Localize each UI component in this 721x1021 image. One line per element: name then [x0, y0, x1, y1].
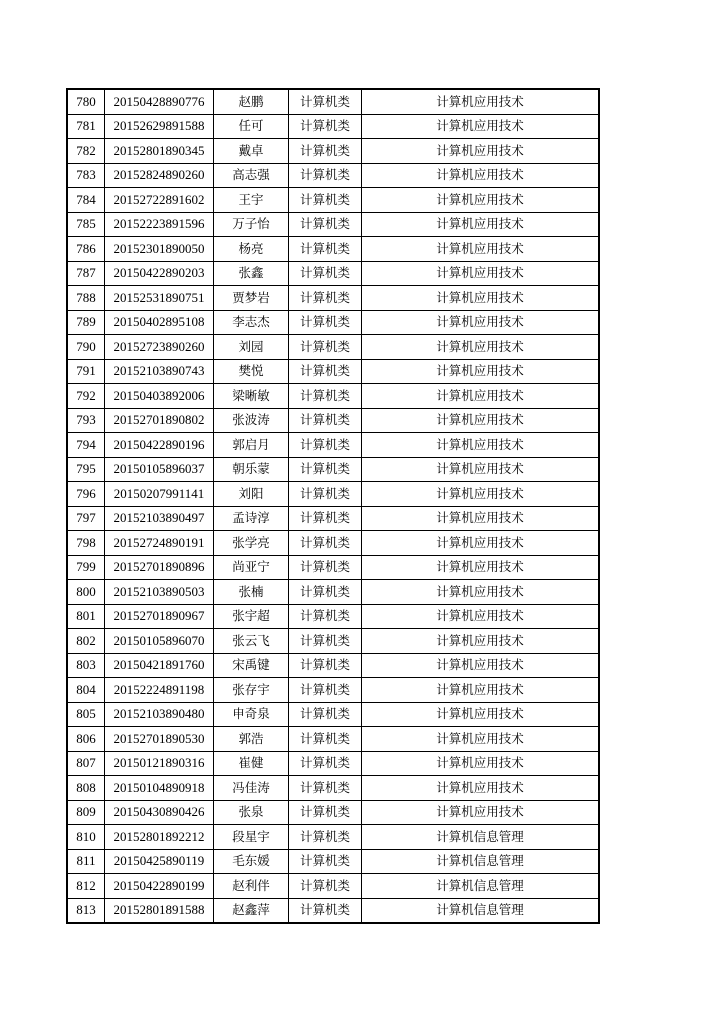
major-cell: 计算机应用技术 — [362, 335, 600, 360]
row-number-cell: 784 — [67, 188, 105, 213]
table-row — [67, 335, 599, 360]
category-cell: 计算机类 — [289, 580, 362, 605]
category-cell: 计算机类 — [289, 163, 362, 188]
table-row — [67, 114, 599, 139]
table-row — [67, 776, 599, 801]
table-row — [67, 188, 599, 213]
category-cell: 计算机类 — [289, 898, 362, 923]
category-cell: 计算机类 — [289, 751, 362, 776]
major-cell: 计算机信息管理 — [362, 825, 600, 850]
row-number-cell: 788 — [67, 286, 105, 311]
major-cell: 计算机应用技术 — [362, 727, 600, 752]
student-name-cell: 张存宇 — [214, 678, 289, 703]
row-number-cell: 794 — [67, 433, 105, 458]
category-cell: 计算机类 — [289, 408, 362, 433]
row-number-cell: 800 — [67, 580, 105, 605]
student-name-cell: 赵鹏 — [214, 89, 289, 114]
student-id-cell: 20152723890260 — [105, 335, 214, 360]
major-cell: 计算机应用技术 — [362, 433, 600, 458]
row-number-cell: 807 — [67, 751, 105, 776]
student-name-cell: 段星宇 — [214, 825, 289, 850]
student-name-cell: 郭浩 — [214, 727, 289, 752]
row-number-cell: 809 — [67, 800, 105, 825]
category-cell: 计算机类 — [289, 114, 362, 139]
major-cell: 计算机应用技术 — [362, 531, 600, 556]
row-number-cell: 801 — [67, 604, 105, 629]
table-row — [67, 825, 599, 850]
category-cell: 计算机类 — [289, 89, 362, 114]
row-number-cell: 806 — [67, 727, 105, 752]
row-number-cell: 798 — [67, 531, 105, 556]
table-row — [67, 310, 599, 335]
table-row — [67, 139, 599, 164]
row-number-cell: 781 — [67, 114, 105, 139]
category-cell: 计算机类 — [289, 482, 362, 507]
major-cell: 计算机信息管理 — [362, 874, 600, 899]
student-name-cell: 尚亚宁 — [214, 555, 289, 580]
category-cell: 计算机类 — [289, 261, 362, 286]
student-id-cell: 20152103890480 — [105, 702, 214, 727]
row-number-cell: 810 — [67, 825, 105, 850]
student-name-cell: 孟诗淳 — [214, 506, 289, 531]
student-id-cell: 20152531890751 — [105, 286, 214, 311]
table-row — [67, 702, 599, 727]
row-number-cell: 799 — [67, 555, 105, 580]
student-id-cell: 20152801891588 — [105, 898, 214, 923]
table-row — [67, 727, 599, 752]
table-row — [67, 849, 599, 874]
student-id-cell: 20150425890119 — [105, 849, 214, 874]
row-number-cell: 796 — [67, 482, 105, 507]
major-cell: 计算机应用技术 — [362, 776, 600, 801]
student-id-cell: 20150402895108 — [105, 310, 214, 335]
table-row — [67, 506, 599, 531]
category-cell: 计算机类 — [289, 800, 362, 825]
student-name-cell: 刘园 — [214, 335, 289, 360]
table-row — [67, 898, 599, 923]
row-number-cell: 787 — [67, 261, 105, 286]
student-name-cell: 冯佳涛 — [214, 776, 289, 801]
table-row — [67, 359, 599, 384]
major-cell: 计算机应用技术 — [362, 800, 600, 825]
student-id-cell: 20150105896070 — [105, 629, 214, 654]
table-row — [67, 678, 599, 703]
student-id-cell: 20152224891198 — [105, 678, 214, 703]
student-name-cell: 张楠 — [214, 580, 289, 605]
major-cell: 计算机应用技术 — [362, 678, 600, 703]
table-row — [67, 212, 599, 237]
major-cell: 计算机应用技术 — [362, 359, 600, 384]
category-cell: 计算机类 — [289, 555, 362, 580]
row-number-cell: 802 — [67, 629, 105, 654]
category-cell: 计算机类 — [289, 653, 362, 678]
table-row — [67, 874, 599, 899]
student-name-cell: 崔健 — [214, 751, 289, 776]
table-row — [67, 384, 599, 409]
student-id-cell: 20152701890530 — [105, 727, 214, 752]
student-id-cell: 20152724890191 — [105, 531, 214, 556]
row-number-cell: 792 — [67, 384, 105, 409]
student-name-cell: 樊悦 — [214, 359, 289, 384]
table-row — [67, 261, 599, 286]
row-number-cell: 808 — [67, 776, 105, 801]
category-cell: 计算机类 — [289, 457, 362, 482]
student-id-cell: 20150104890918 — [105, 776, 214, 801]
major-cell: 计算机应用技术 — [362, 702, 600, 727]
category-cell: 计算机类 — [289, 531, 362, 556]
row-number-cell: 785 — [67, 212, 105, 237]
table-row — [67, 555, 599, 580]
student-id-cell: 20152701890802 — [105, 408, 214, 433]
major-cell: 计算机应用技术 — [362, 286, 600, 311]
row-number-cell: 805 — [67, 702, 105, 727]
table-row — [67, 751, 599, 776]
category-cell: 计算机类 — [289, 433, 362, 458]
category-cell: 计算机类 — [289, 727, 362, 752]
student-name-cell: 贾梦岩 — [214, 286, 289, 311]
student-roster-table — [66, 88, 600, 924]
category-cell: 计算机类 — [289, 678, 362, 703]
student-name-cell: 高志强 — [214, 163, 289, 188]
row-number-cell: 791 — [67, 359, 105, 384]
table-row — [67, 800, 599, 825]
major-cell: 计算机应用技术 — [362, 310, 600, 335]
student-name-cell: 戴卓 — [214, 139, 289, 164]
table-row — [67, 163, 599, 188]
student-name-cell: 李志杰 — [214, 310, 289, 335]
major-cell: 计算机应用技术 — [362, 555, 600, 580]
major-cell: 计算机应用技术 — [362, 457, 600, 482]
major-cell: 计算机应用技术 — [362, 188, 600, 213]
category-cell: 计算机类 — [289, 139, 362, 164]
row-number-cell: 786 — [67, 237, 105, 262]
table-row — [67, 237, 599, 262]
category-cell: 计算机类 — [289, 188, 362, 213]
major-cell: 计算机应用技术 — [362, 580, 600, 605]
major-cell: 计算机应用技术 — [362, 261, 600, 286]
row-number-cell: 804 — [67, 678, 105, 703]
row-number-cell: 789 — [67, 310, 105, 335]
student-name-cell: 郭启月 — [214, 433, 289, 458]
table-row — [67, 604, 599, 629]
student-id-cell: 20152701890967 — [105, 604, 214, 629]
row-number-cell: 783 — [67, 163, 105, 188]
row-number-cell: 790 — [67, 335, 105, 360]
row-number-cell: 812 — [67, 874, 105, 899]
student-id-cell: 20152824890260 — [105, 163, 214, 188]
category-cell: 计算机类 — [289, 310, 362, 335]
major-cell: 计算机应用技术 — [362, 751, 600, 776]
student-id-cell: 20152103890497 — [105, 506, 214, 531]
student-id-cell: 20150421891760 — [105, 653, 214, 678]
category-cell: 计算机类 — [289, 384, 362, 409]
student-name-cell: 刘阳 — [214, 482, 289, 507]
student-id-cell: 20152629891588 — [105, 114, 214, 139]
category-cell: 计算机类 — [289, 702, 362, 727]
major-cell: 计算机应用技术 — [362, 482, 600, 507]
category-cell: 计算机类 — [289, 825, 362, 850]
student-name-cell: 申奇泉 — [214, 702, 289, 727]
row-number-cell: 803 — [67, 653, 105, 678]
category-cell: 计算机类 — [289, 286, 362, 311]
student-name-cell: 朝乐蒙 — [214, 457, 289, 482]
student-id-cell: 20150428890776 — [105, 89, 214, 114]
student-name-cell: 张波涛 — [214, 408, 289, 433]
table-row — [67, 531, 599, 556]
row-number-cell: 793 — [67, 408, 105, 433]
student-id-cell: 20150430890426 — [105, 800, 214, 825]
category-cell: 计算机类 — [289, 359, 362, 384]
student-id-cell: 20152701890896 — [105, 555, 214, 580]
student-name-cell: 赵利伴 — [214, 874, 289, 899]
student-id-cell: 20152801892212 — [105, 825, 214, 850]
major-cell: 计算机应用技术 — [362, 139, 600, 164]
major-cell: 计算机应用技术 — [362, 653, 600, 678]
major-cell: 计算机应用技术 — [362, 89, 600, 114]
student-id-cell: 20152301890050 — [105, 237, 214, 262]
row-number-cell: 795 — [67, 457, 105, 482]
table-row — [67, 89, 599, 114]
major-cell: 计算机应用技术 — [362, 163, 600, 188]
roster-table-body — [67, 89, 599, 923]
student-name-cell: 王宇 — [214, 188, 289, 213]
row-number-cell: 811 — [67, 849, 105, 874]
student-id-cell: 20152722891602 — [105, 188, 214, 213]
major-cell: 计算机应用技术 — [362, 604, 600, 629]
row-number-cell: 797 — [67, 506, 105, 531]
table-row — [67, 457, 599, 482]
student-id-cell: 20150207991141 — [105, 482, 214, 507]
major-cell: 计算机应用技术 — [362, 629, 600, 654]
category-cell: 计算机类 — [289, 506, 362, 531]
student-id-cell: 20150403892006 — [105, 384, 214, 409]
student-id-cell: 20150422890196 — [105, 433, 214, 458]
table-row — [67, 653, 599, 678]
category-cell: 计算机类 — [289, 849, 362, 874]
table-row — [67, 433, 599, 458]
table-row — [67, 580, 599, 605]
student-name-cell: 赵鑫萍 — [214, 898, 289, 923]
student-name-cell: 张宇超 — [214, 604, 289, 629]
table-row — [67, 629, 599, 654]
student-id-cell: 20150105896037 — [105, 457, 214, 482]
student-id-cell: 20150422890203 — [105, 261, 214, 286]
student-id-cell: 20152103890743 — [105, 359, 214, 384]
student-name-cell: 宋禹键 — [214, 653, 289, 678]
major-cell: 计算机应用技术 — [362, 114, 600, 139]
student-id-cell: 20152223891596 — [105, 212, 214, 237]
row-number-cell: 780 — [67, 89, 105, 114]
major-cell: 计算机应用技术 — [362, 212, 600, 237]
student-id-cell: 20152801890345 — [105, 139, 214, 164]
major-cell: 计算机应用技术 — [362, 384, 600, 409]
table-row — [67, 286, 599, 311]
student-name-cell: 张鑫 — [214, 261, 289, 286]
student-id-cell: 20150121890316 — [105, 751, 214, 776]
table-row — [67, 408, 599, 433]
row-number-cell: 782 — [67, 139, 105, 164]
major-cell: 计算机信息管理 — [362, 849, 600, 874]
table-row — [67, 482, 599, 507]
major-cell: 计算机应用技术 — [362, 408, 600, 433]
student-name-cell: 毛东媛 — [214, 849, 289, 874]
student-name-cell: 张云飞 — [214, 629, 289, 654]
category-cell: 计算机类 — [289, 874, 362, 899]
row-number-cell: 813 — [67, 898, 105, 923]
category-cell: 计算机类 — [289, 335, 362, 360]
major-cell: 计算机应用技术 — [362, 506, 600, 531]
student-name-cell: 任可 — [214, 114, 289, 139]
student-id-cell: 20152103890503 — [105, 580, 214, 605]
student-name-cell: 张泉 — [214, 800, 289, 825]
major-cell: 计算机信息管理 — [362, 898, 600, 923]
category-cell: 计算机类 — [289, 776, 362, 801]
student-name-cell: 梁晰敏 — [214, 384, 289, 409]
student-name-cell: 万子怡 — [214, 212, 289, 237]
category-cell: 计算机类 — [289, 237, 362, 262]
student-id-cell: 20150422890199 — [105, 874, 214, 899]
student-name-cell: 杨亮 — [214, 237, 289, 262]
major-cell: 计算机应用技术 — [362, 237, 600, 262]
student-name-cell: 张学亮 — [214, 531, 289, 556]
category-cell: 计算机类 — [289, 604, 362, 629]
category-cell: 计算机类 — [289, 212, 362, 237]
category-cell: 计算机类 — [289, 629, 362, 654]
